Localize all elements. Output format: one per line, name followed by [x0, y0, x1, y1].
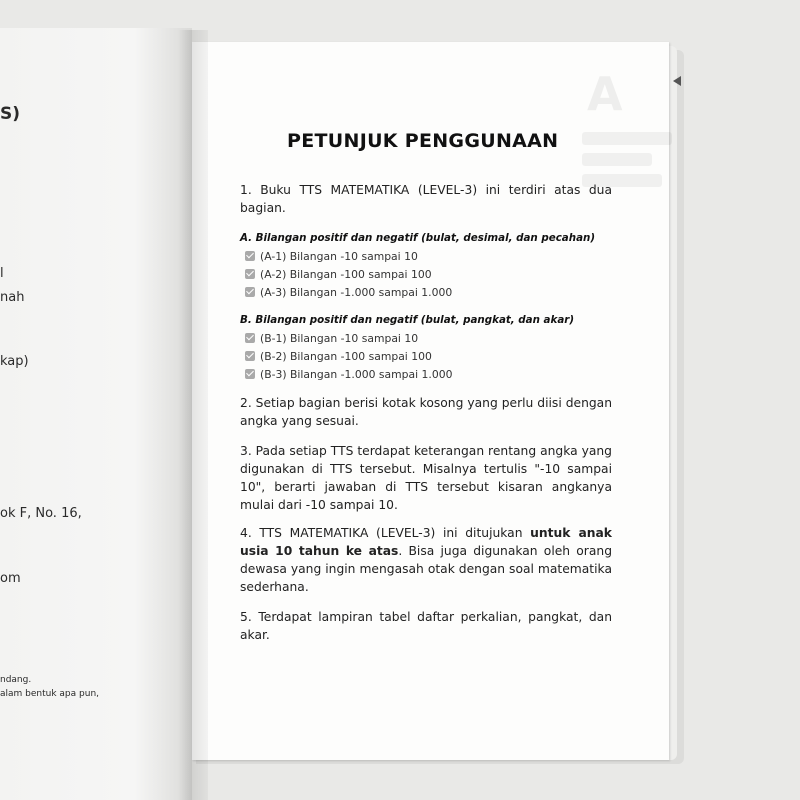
left-page-text-fragment: nah	[0, 290, 25, 305]
right-page	[192, 42, 669, 760]
checkbox-checked-icon	[245, 333, 255, 343]
instruction-item-4-emphasis: untuk anak usia 10 tahun ke atas	[240, 526, 612, 558]
list-item	[245, 332, 505, 346]
instruction-item-3: 3. Pada setiap TTS terdapat keterangan rentang angka yang digunakan di TTS tersebut. Misalnya tertulis "-10 sampai 10", berarti jawaban di TTS tersebut kisaran angkanya mulai dari -10 sampai 10.	[240, 444, 612, 512]
left-page-text-fragment: ndang.	[0, 675, 32, 685]
list-item	[245, 368, 505, 382]
list-item-label: (B-2) Bilangan -100 sampai 100	[260, 350, 432, 363]
instruction-item-4-text: . Bisa juga digunakan oleh orang dewasa yang ingin mengasah otak dengan soal matematika sederhana.	[240, 544, 613, 594]
instruction-item-2: 2. Setiap bagian berisi kotak kosong yang perlu diisi dengan angka yang sesuai.	[240, 396, 612, 428]
checkbox-checked-icon	[245, 369, 255, 379]
checkbox-checked-icon	[245, 269, 255, 279]
left-page-text-fragment: alam bentuk apa pun,	[0, 689, 100, 699]
checkbox-checked-icon	[245, 351, 255, 361]
show-through-letter: A	[587, 67, 623, 121]
instruction-item-4-text: 4. TTS MATEMATIKA (LEVEL-3) ini ditujukan	[240, 526, 531, 540]
left-page	[0, 28, 192, 800]
list-item-label: (B-3) Bilangan -1.000 sampai 1.000	[260, 368, 453, 381]
list-item-label: (B-1) Bilangan -10 sampai 10	[260, 332, 419, 345]
checkbox-checked-icon	[245, 251, 255, 261]
left-page-text-fragment: om	[0, 571, 21, 586]
list-item	[245, 350, 505, 364]
list-item-label: (A-1) Bilangan -10 sampai 10	[260, 250, 418, 263]
left-page-text-fragment: ok F, No. 16,	[0, 506, 82, 521]
book-spine-shadow	[178, 30, 208, 800]
list-item	[245, 250, 505, 264]
left-page-text-fragment: l	[0, 266, 4, 281]
list-item	[245, 286, 505, 300]
section-b-heading: B. Bilangan positif dan negatif (bulat, pangkat, dan akar)	[240, 314, 575, 326]
checkbox-checked-icon	[245, 287, 255, 297]
page-title: PETUNJUK PENGGUNAAN	[287, 130, 559, 152]
instruction-item-4	[240, 524, 612, 596]
instruction-item-5: 5. Terdapat lampiran tabel daftar perkalian, pangkat, dan akar.	[240, 610, 612, 642]
list-item-label: (A-2) Bilangan -100 sampai 100	[260, 268, 432, 281]
left-page-text-fragment: S)	[0, 104, 21, 124]
list-item	[245, 268, 505, 282]
list-item-label: (A-3) Bilangan -1.000 sampai 1.000	[260, 286, 453, 299]
book-edge-marker-icon	[673, 76, 681, 86]
instruction-item-1: 1. Buku TTS MATEMATIKA (LEVEL-3) ini terdiri atas dua bagian.	[240, 183, 612, 215]
left-page-text-fragment: kap)	[0, 354, 29, 369]
section-a-heading: A. Bilangan positif dan negatif (bulat, desimal, dan pecahan)	[240, 232, 596, 244]
